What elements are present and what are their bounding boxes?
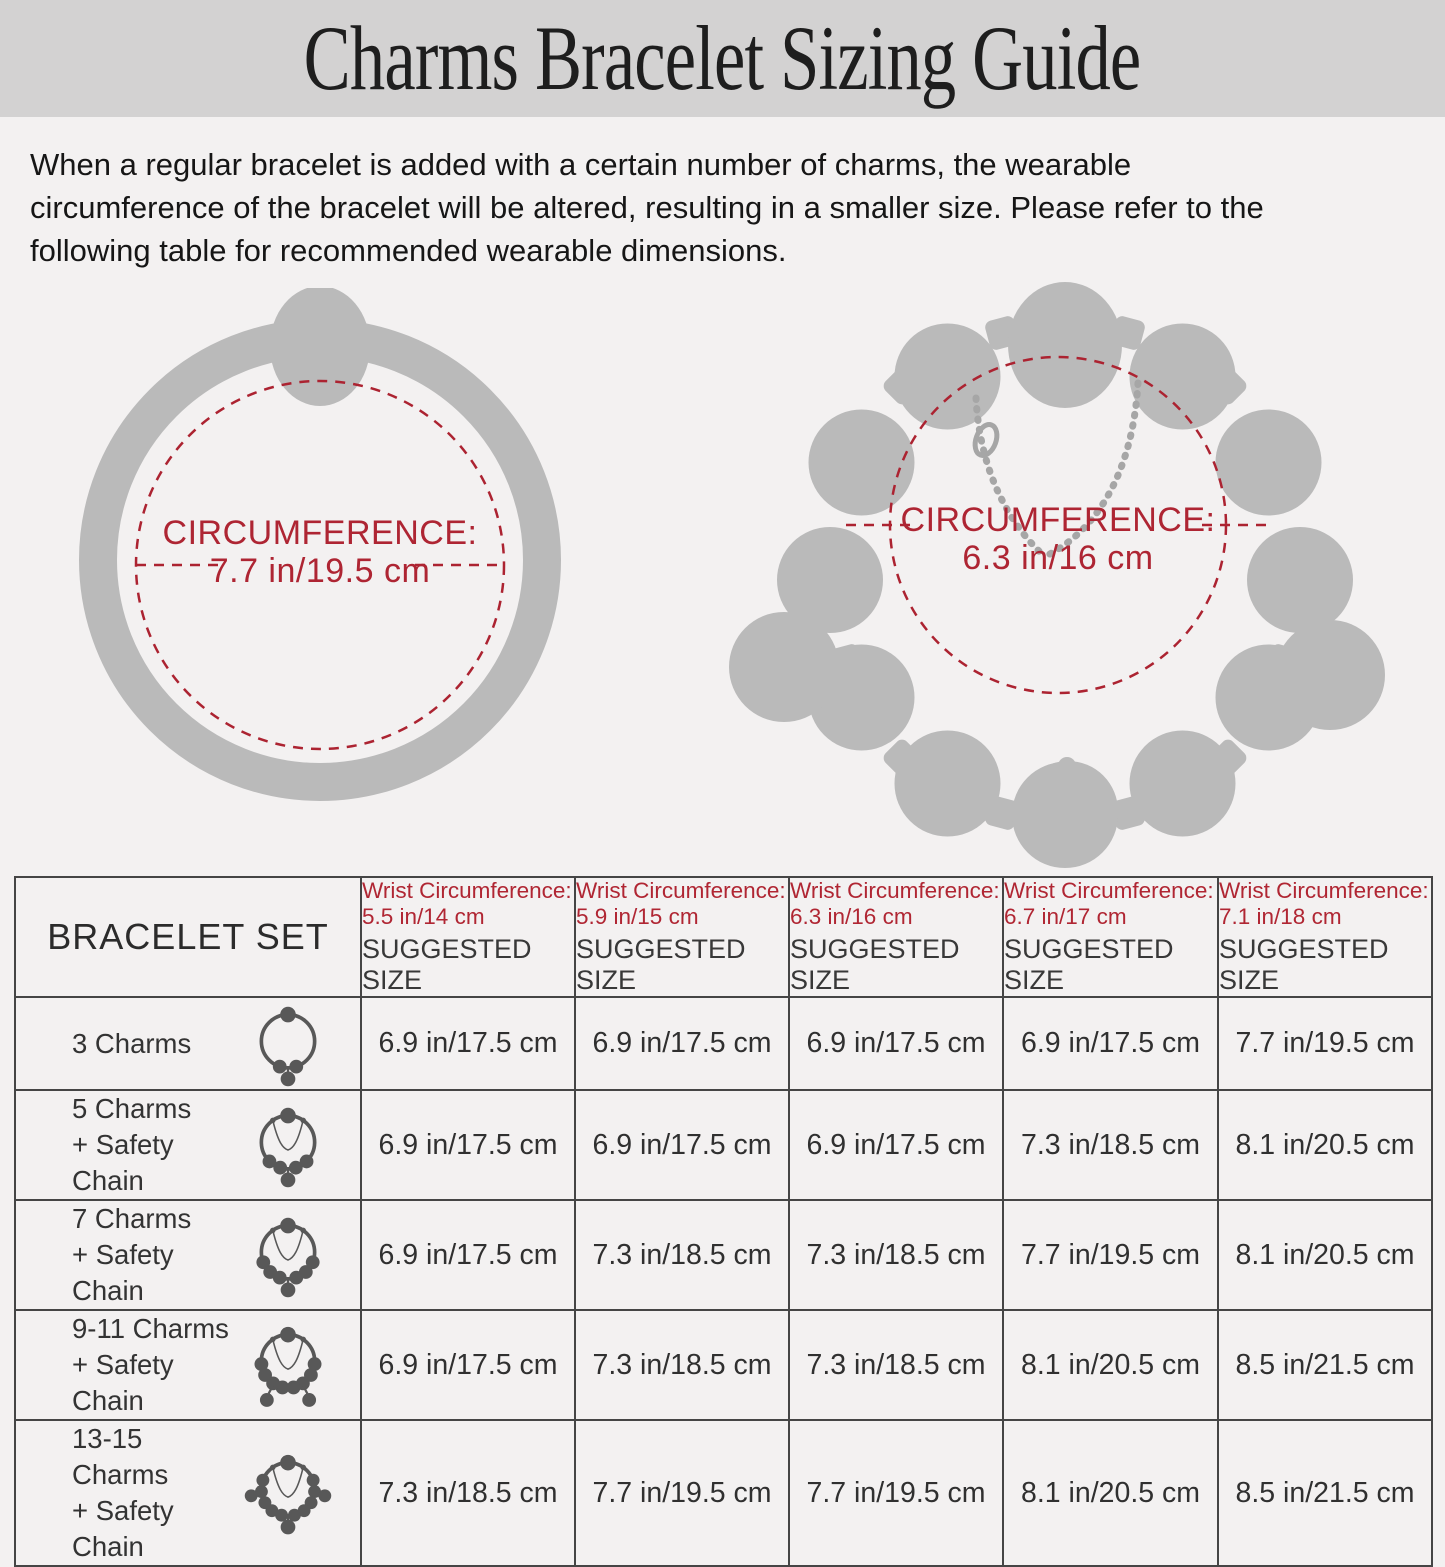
size-cell: 6.9 in/17.5 cm	[575, 1090, 789, 1200]
size-cell: 8.1 in/20.5 cm	[1218, 1090, 1432, 1200]
size-cell: 6.9 in/17.5 cm	[361, 997, 575, 1090]
size-cell: 8.1 in/20.5 cm	[1218, 1200, 1432, 1310]
table-row	[15, 1310, 1432, 1420]
plain-bracelet-figure	[35, 288, 665, 863]
size-cell: 6.9 in/17.5 cm	[361, 1310, 575, 1420]
size-cell: 6.9 in/17.5 cm	[789, 1090, 1003, 1200]
size-cell: 6.9 in/17.5 cm	[361, 1200, 575, 1310]
clasp-bead	[270, 288, 370, 406]
plain-bracelet-circumference-label	[35, 514, 605, 590]
row-label: 5 Charms + Safety Chain	[72, 1093, 192, 1196]
size-cell: 6.9 in/17.5 cm	[575, 997, 789, 1090]
table-row	[15, 997, 1432, 1090]
intro-line: following table for recommended wearable dimensions.	[30, 233, 787, 268]
bracelet-9-11-charms-safety-chain-icon	[242, 1319, 334, 1411]
column-header-wrist-5-5: Wrist Circumference: 5.5 in/14 cm SUGGESTED SIZE	[361, 877, 575, 997]
size-cell: 7.7 in/19.5 cm	[1003, 1200, 1218, 1310]
column-header-wrist-6-3: Wrist Circumference: 6.3 in/16 cm SUGGESTED SIZE	[789, 877, 1003, 997]
size-cell: 7.3 in/18.5 cm	[575, 1310, 789, 1420]
intro-line: circumference of the bracelet will be altered, resulting in a smaller size. Please refer to the	[30, 190, 1264, 225]
circumference-value: 7.7 in/19.5 cm	[209, 552, 431, 590]
size-cell: 6.9 in/17.5 cm	[361, 1090, 575, 1200]
circumference-caption: CIRCUMFERENCE:	[162, 514, 478, 552]
bracelet-7-charms-safety-chain-icon	[242, 1210, 334, 1300]
table-header-row	[15, 877, 1432, 997]
size-cell: 7.3 in/18.5 cm	[575, 1200, 789, 1310]
column-header-bracelet-set: BRACELET SET	[15, 877, 361, 997]
row-label: 7 Charms + Safety Chain	[72, 1203, 192, 1306]
intro-line: When a regular bracelet is added with a certain number of charms, the wearable	[30, 147, 1132, 182]
table-row	[15, 1420, 1432, 1566]
size-cell: 6.9 in/17.5 cm	[1003, 997, 1218, 1090]
table-row	[15, 1090, 1432, 1200]
row-label: 9-11 Charms + Safety Chain	[72, 1313, 229, 1416]
page-title: Charms Bracelet Sizing Guide	[304, 7, 1141, 110]
title-band	[0, 0, 1445, 117]
size-cell: 6.9 in/17.5 cm	[789, 997, 1003, 1090]
row-label: 13-15 Charms + Safety Chain	[72, 1423, 174, 1562]
size-cell: 7.3 in/18.5 cm	[789, 1310, 1003, 1420]
size-cell: 8.1 in/20.5 cm	[1003, 1310, 1218, 1420]
size-cell: 7.7 in/19.5 cm	[1218, 997, 1432, 1090]
circumference-value: 6.3 in/16 cm	[962, 539, 1154, 577]
row-label: 3 Charms	[72, 1027, 192, 1059]
circumference-caption: CIRCUMFERENCE:	[900, 501, 1216, 539]
size-cell: 7.3 in/18.5 cm	[361, 1420, 575, 1566]
clasp-bead	[1008, 282, 1122, 408]
size-cell: 8.5 in/21.5 cm	[1218, 1310, 1432, 1420]
bracelet-13-15-charms-safety-chain-icon	[242, 1447, 334, 1539]
size-cell: 7.3 in/18.5 cm	[1003, 1090, 1218, 1200]
size-cell: 8.1 in/20.5 cm	[1003, 1420, 1218, 1566]
intro-paragraph	[30, 143, 1430, 272]
size-cell: 8.5 in/21.5 cm	[1218, 1420, 1432, 1566]
table-row	[15, 1200, 1432, 1310]
bracelet-3-charms-icon	[242, 999, 334, 1089]
size-cell: 7.3 in/18.5 cm	[789, 1200, 1003, 1310]
charm-bracelet-figure	[718, 268, 1418, 878]
column-header-wrist-6-7: Wrist Circumference: 6.7 in/17 cm SUGGESTED SIZE	[1003, 877, 1218, 997]
column-header-wrist-5-9: Wrist Circumference: 5.9 in/15 cm SUGGESTED SIZE	[575, 877, 789, 997]
size-cell: 7.7 in/19.5 cm	[575, 1420, 789, 1566]
sizing-table	[14, 876, 1433, 1567]
charm-bracelet-circumference-label	[718, 501, 1398, 577]
bracelet-5-charms-safety-chain-icon	[242, 1100, 334, 1190]
size-cell: 7.7 in/19.5 cm	[789, 1420, 1003, 1566]
column-header-wrist-7-1: Wrist Circumference: 7.1 in/18 cm SUGGESTED SIZE	[1218, 877, 1432, 997]
